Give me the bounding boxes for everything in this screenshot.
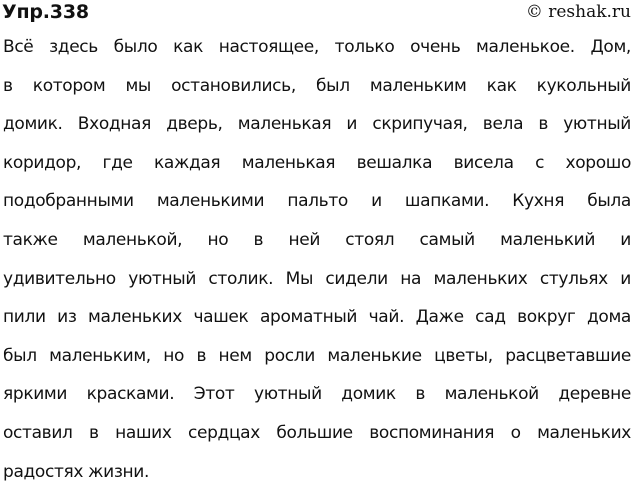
text-line: домик. Входная дверь, маленькая и скрипучая, вела в уютный [3, 114, 631, 135]
text-line: оставил в наших сердцах большие воспоминания о маленьких [3, 422, 631, 443]
text-line: Всё здесь было как настоящее, только очень маленькое. Дом, [3, 37, 631, 57]
text-line: коридор, где каждая маленькая вешалка висела с хорошо [3, 152, 631, 173]
text-line: также маленькой, но в ней стоял самый маленький и [3, 229, 631, 250]
watermark: © reshak.ru [525, 2, 631, 22]
exercise-number: Упр.338 [2, 1, 89, 23]
exercise-text [3, 28, 631, 491]
header [0, 0, 635, 28]
text-line: яркими красками. Этот уютный домик в маленькой деревне [3, 384, 631, 405]
text-line: радостях жизни. [3, 461, 150, 482]
text-line: подобранными маленькими пальто и шапками. Кухня была [3, 191, 631, 212]
text-line: в котором мы остановились, был маленьким как кукольный [3, 75, 631, 96]
text-line: удивительно уютный столик. Мы сидели на маленьких стульях и [3, 268, 631, 289]
text-line: был маленьким, но в нем росли маленькие цветы, расцветавшие [3, 345, 631, 366]
text-line: пили из маленьких чашек ароматный чай. Даже сад вокруг дома [3, 307, 631, 328]
